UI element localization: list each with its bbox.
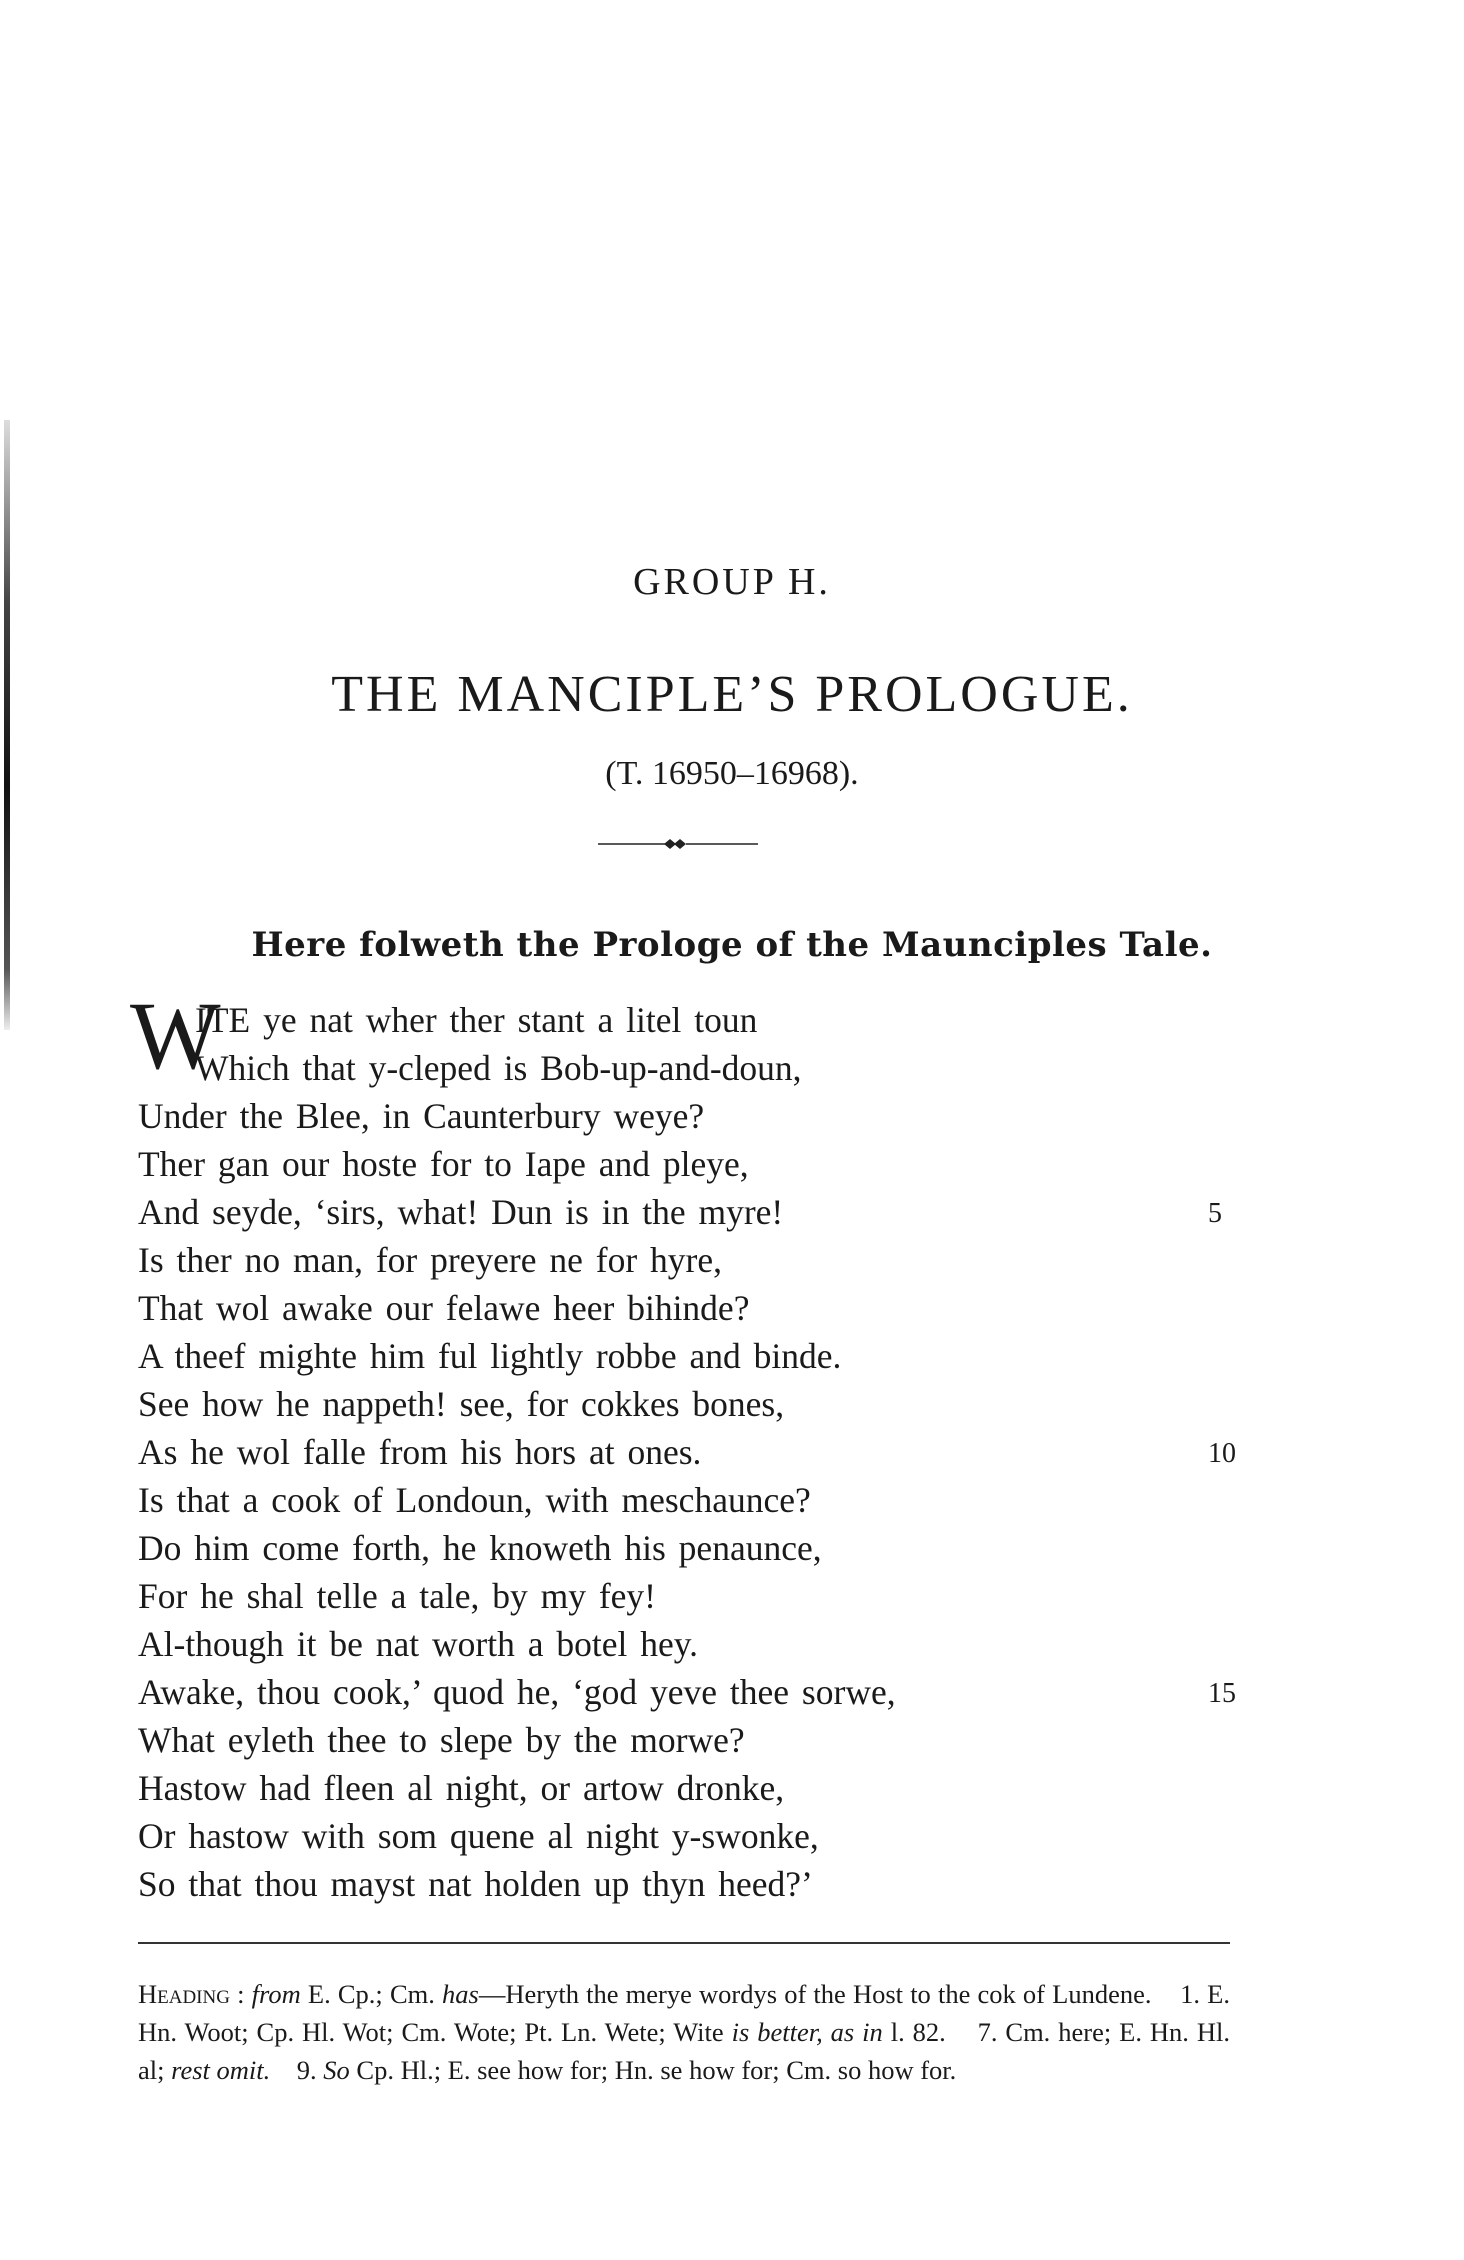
footnote-text: :: [229, 1979, 252, 2009]
verse-line: A theef mighte him ful lightly robbe and binde.: [138, 1336, 842, 1376]
verse-line: And seyde, ‘sirs, what! Dun is in the myre!: [138, 1192, 784, 1232]
footnote-italic: rest omit.: [171, 2055, 271, 2085]
footnote-italic: is better, as in: [731, 2017, 883, 2047]
footnote-rule: [138, 1942, 1230, 1944]
verse-line: Awake, thou cook,’ quod he, ‘god yeve thee sorwe,: [138, 1672, 896, 1712]
verse-line: Is ther no man, for preyere ne for hyre,: [138, 1240, 722, 1280]
verse-line: Al-though it be nat worth a botel hey.: [138, 1624, 699, 1664]
verse-line: Is that a cook of Londoun, with meschaunce?: [138, 1480, 811, 1520]
line-reference: (T. 16950–16968).: [605, 755, 859, 792]
verse-line: Ther gan our hoste for to Iape and pleye,: [138, 1144, 749, 1184]
verse-line: So that thou mayst nat holden up thyn heed?’: [138, 1864, 813, 1904]
verse-line: What eyleth thee to slepe by the morwe?: [138, 1720, 745, 1760]
footnote-text: l. 82. 7. Cm. here; E. Hn. Hl. al;: [138, 2017, 1237, 2085]
footnote-text: —Heryth the merye wordys of the Host to the cok of Lundene. 1. E. Hn. Woot; Cp. Hl. Wot; Cm. Wote; Pt. Ln. Wete; Wite: [138, 1979, 1237, 2047]
verse-line: Or hastow with som quene al night y-swonke,: [138, 1816, 819, 1856]
footnote-italic: So: [323, 2055, 350, 2085]
footnote-italic: has: [442, 1979, 479, 2009]
verse-line: ITE ye nat wher ther stant a litel toun: [195, 1000, 758, 1040]
section-heading: Here folweth the Prologe of the Maunciples Tale.: [251, 925, 1213, 965]
verse-line: For he shal telle a tale, by my fey!: [138, 1576, 656, 1616]
verse-line: See how he nappeth! see, for cokkes bones,: [138, 1384, 785, 1424]
footnote-text: 9.: [270, 2055, 324, 2085]
drop-cap: W: [130, 982, 221, 1089]
verse-line: Under the Blee, in Caunterbury weye?: [138, 1096, 705, 1136]
ornament-divider: [598, 838, 758, 850]
group-heading: GROUP H.: [633, 561, 831, 603]
page-title: THE MANCIPLE’S PROLOGUE.: [331, 666, 1133, 723]
footnote-text: E. Cp.; Cm.: [300, 1979, 443, 2009]
verse-line: Which that y-cleped is Bob-up-and-doun,: [195, 1048, 802, 1088]
footnote-italic: from: [251, 1979, 301, 2009]
footnotes: [138, 1975, 1237, 2089]
line-number: 10: [1208, 1438, 1236, 1469]
verse-line: Hastow had fleen al night, or artow dronke,: [138, 1768, 785, 1808]
line-number: 5: [1208, 1198, 1222, 1229]
line-number: 15: [1208, 1678, 1236, 1709]
footnote-text: Cp. Hl.; E. see how for; Hn. se how for; Cm. so how for.: [349, 2055, 957, 2085]
verse-line: Do him come forth, he knoweth his penaunce,: [138, 1528, 822, 1568]
verse-line: As he wol falle from his hors at ones.: [138, 1432, 702, 1472]
verse-line: That wol awake our felawe heer bihinde?: [138, 1288, 750, 1328]
footnote-heading-label: Heading: [138, 1979, 230, 2009]
